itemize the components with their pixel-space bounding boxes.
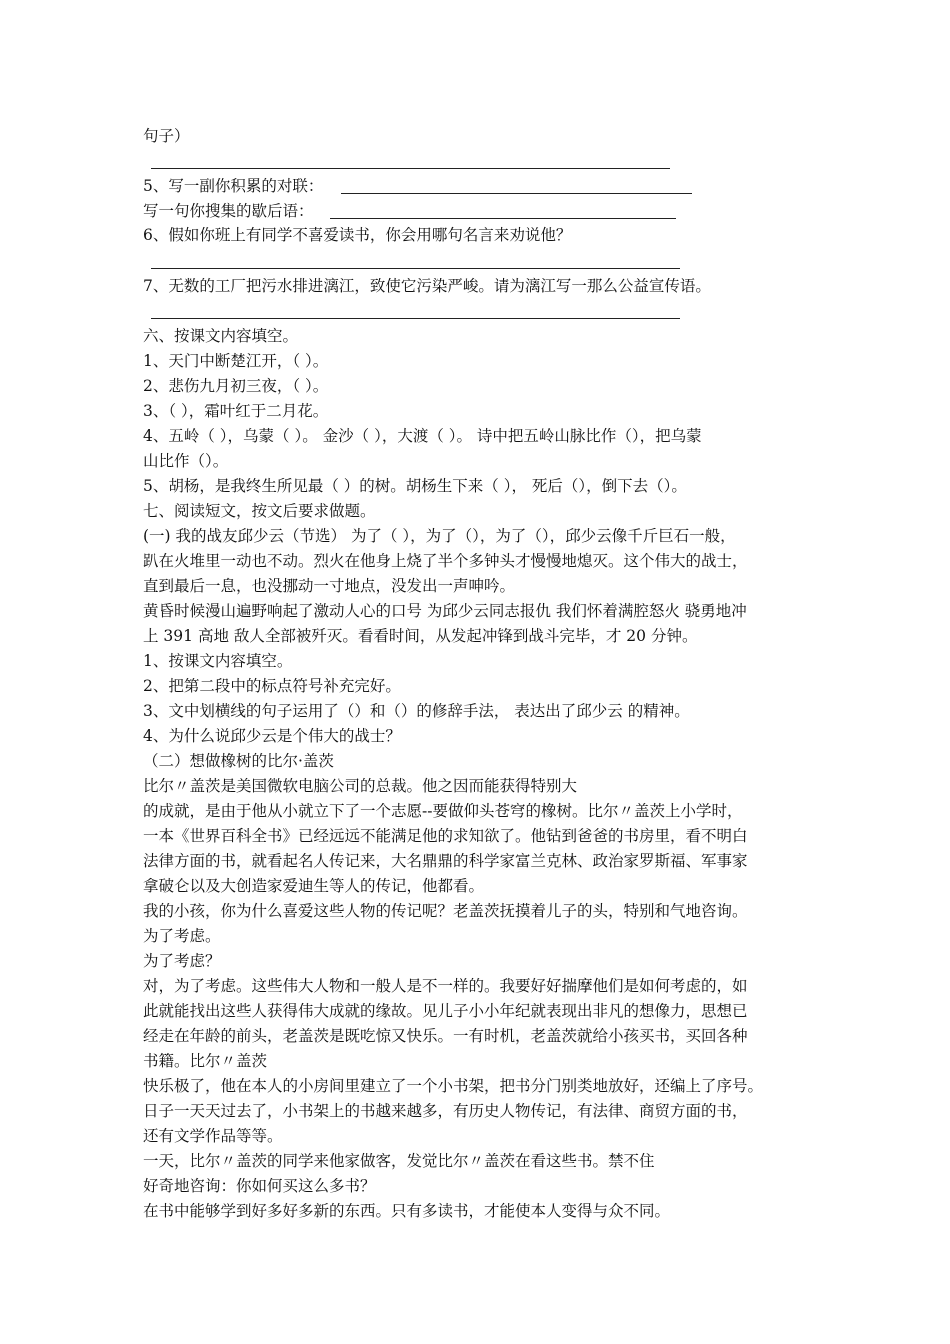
text-line: 经走在年龄的前头，老盖茨是既吃惊又快乐。一有时机，老盖茨就给小孩买书，买回各种 xyxy=(143,1027,748,1045)
text-line: 在书中能够学到好多好多新的东西。只有多读书，才能使本人变得与众不同。 xyxy=(143,1202,671,1220)
text-line: 直到最后一息，也没挪动一寸地点，没发出一声呻吟。 xyxy=(143,577,516,595)
answer-blank xyxy=(151,268,680,269)
text-line: 快乐极了，他在本人的小房间里建立了一个小书架，把书分门别类地放好，还编上了序号。 xyxy=(143,1077,764,1095)
text-line: 2、把第二段中的标点符号补充完好。 xyxy=(143,677,401,695)
text-line: 一本《世界百科全书》已经远远不能满足他的求知欲了。他钻到爸爸的书房里，看不明白 xyxy=(143,827,748,845)
text-line: 好奇地咨询：你如何买这么多书？ xyxy=(143,1177,376,1195)
text-line: 5、胡杨，是我终生所见最（ ）的树。胡杨生下来（ ）， 死后（），倒下去（）。 xyxy=(143,477,687,495)
text-line: 趴在火堆里一动也不动。烈火在他身上烧了半个多钟头才慢慢地熄灭。这个伟大的战士， xyxy=(143,552,748,570)
text-line: 的成就，是由于他从小就立下了一个志愿--要做仰头苍穹的橡树。比尔〃盖茨上小学时， xyxy=(143,802,743,820)
text-line: (一) 我的战友邱少云（节选） 为了（ ），为了（），为了（），邱少云像千斤巨石一般， xyxy=(143,527,736,545)
text-line: 法律方面的书，就看起名人传记来，大名鼎鼎的科学家富兰克林、政治家罗斯福、军事家 xyxy=(143,852,748,870)
text-line: 拿破仑以及大创造家爱迪生等人的传记，他都看。 xyxy=(143,877,485,895)
text-line: 5、写一副你积累的对联： xyxy=(143,177,324,195)
text-line: 比尔〃盖茨是美国微软电脑公司的总裁。他之因而能获得特别大 xyxy=(143,777,578,795)
text-line: 上 391 高地 敌人全部被歼灭。看看时间，从发起冲锋到战斗完毕，才 20 分钟。 xyxy=(143,627,698,645)
text-line: 山比作（）。 xyxy=(143,452,229,470)
answer-blank xyxy=(341,193,692,194)
text-line: 黄昏时候漫山遍野响起了激动人心的口号 为邱少云同志报仇 我们怀着满腔怒火 骁勇地冲 xyxy=(143,602,747,620)
section-heading: 七、阅读短文，按文后要求做题。 xyxy=(143,502,376,520)
text-line: 3、（ ），霜叶红于二月花。 xyxy=(143,402,329,420)
text-line: 为了考虑？ xyxy=(143,952,221,970)
answer-blank xyxy=(151,168,670,169)
text-line: 6、假如你班上有同学不喜爱读书，你会用哪句名言来劝说他？ xyxy=(143,226,572,244)
answer-blank xyxy=(330,218,676,219)
text-line: 为了考虑。 xyxy=(143,927,221,945)
section-heading: 六、按课文内容填空。 xyxy=(143,327,299,345)
text-line: 2、悲伤九月初三夜，（ ）。 xyxy=(143,377,329,395)
text-line: 句子） xyxy=(143,127,190,145)
answer-blank xyxy=(151,318,680,319)
text-line: 一天，比尔〃盖茨的同学来他家做客，发觉比尔〃盖茨在看这些书。禁不住 xyxy=(143,1152,655,1170)
text-line: 对，为了考虑。这些伟大人物和一般人是不一样的。我要好好揣摩他们是如何考虑的，如 xyxy=(143,977,748,995)
text-line: 1、按课文内容填空。 xyxy=(143,652,293,670)
text-line: 4、五岭（ ），乌蒙（ ）。 金沙（ ），大渡（ ）。 诗中把五岭山脉比作（），把乌蒙 xyxy=(143,427,702,445)
text-line: 4、为什么说邱少云是个伟大的战士？ xyxy=(143,727,401,745)
subsection-heading: （二）想做橡树的比尔·盖茨 xyxy=(143,752,334,770)
text-line: 7、无数的工厂把污水排进漓江，致使它污染严峻。请为漓江写一那么公益宣传语。 xyxy=(143,277,711,295)
text-line: 日子一天天过去了，小书架上的书越来越多，有历史人物传记，有法律、商贸方面的书， xyxy=(143,1102,748,1120)
text-line: 3、文中划横线的句子运用了（）和（）的修辞手法， 表达出了邱少云 的精神。 xyxy=(143,702,690,720)
text-line: 我的小孩，你为什么喜爱这些人物的传记呢？老盖茨抚摸着儿子的头，特别和气地咨询。 xyxy=(143,902,748,920)
text-line: 写一句你搜集的歇后语： xyxy=(143,202,314,220)
text-line: 1、天门中断楚江开，（ ）。 xyxy=(143,352,329,370)
text-line: 此就能找出这些人获得伟大成就的缘故。见儿子小小年纪就表现出非凡的想像力，思想已 xyxy=(143,1002,748,1020)
text-line: 书籍。比尔〃盖茨 xyxy=(143,1052,268,1070)
text-line: 还有文学作品等等。 xyxy=(143,1127,283,1145)
